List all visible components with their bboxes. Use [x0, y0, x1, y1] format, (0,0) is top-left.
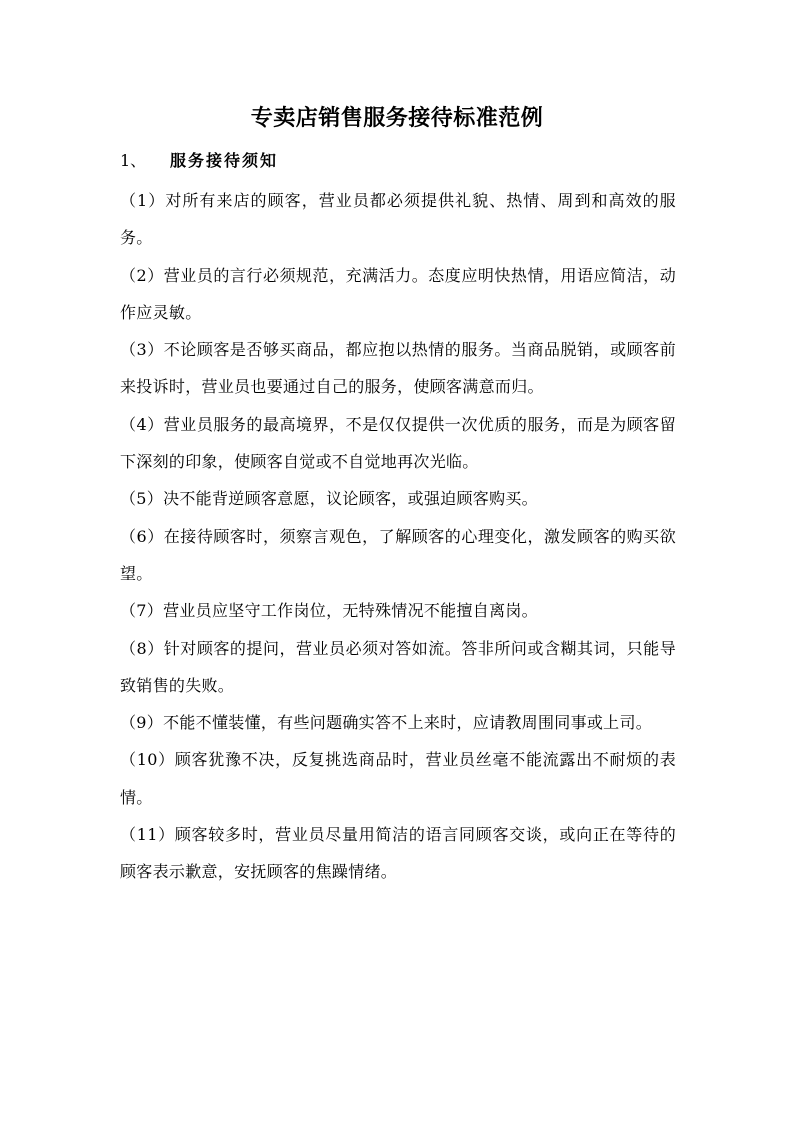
- paragraph-3: （3）不论顾客是否够买商品，都应抱以热情的服务。当商品脱销，或顾客前来投诉时，营业员也要通过自己的服务，使顾客满意而归。: [120, 340, 676, 397]
- section-heading: [120, 146, 278, 176]
- section-title: 服务接待须知: [170, 151, 279, 170]
- paragraph-8: （8）针对顾客的提问，营业员必须对答如流。答非所问或含糊其词，只能导致销售的失败。: [120, 638, 676, 695]
- paragraph-9: （9）不能不懂装懂，有些问题确实答不上来时，应请教周围同事或上司。: [120, 713, 653, 733]
- paragraph-6: （6）在接待顾客时，须察言观色，了解顾客的心理变化，激发顾客的购买欲望。: [120, 526, 676, 583]
- paragraph-2: （2）营业员的言行必须规范，充满活力。态度应明快热情，用语应简洁，动作应灵敏。: [120, 265, 676, 322]
- paragraph-11: （11）顾客较多时，营业员尽量用简洁的语言同顾客交谈，或向正在等待的顾客表示歉意，安抚顾客的焦躁情绪。: [120, 825, 676, 882]
- page-title: 专卖店销售服务接待标准范例: [250, 105, 544, 131]
- paragraph-10: （10）顾客犹豫不决，反复挑选商品时，营业员丝毫不能流露出不耐烦的表情。: [120, 750, 676, 807]
- section-number: 1、: [120, 151, 147, 170]
- paragraph-1: （1）对所有来店的顾客，营业员都必须提供礼貌、热情、周到和高效的服务。: [120, 191, 676, 248]
- paragraph-7: （7）营业员应坚守工作岗位，无特殊情况不能擅自离岗。: [120, 601, 538, 621]
- paragraph-4: （4）营业员服务的最高境界，不是仅仅提供一次优质的服务，而是为顾客留下深刻的印象，使顾客自觉或不自觉地再次光临。: [120, 414, 676, 472]
- paragraph-5: （5）决不能背逆顾客意愿，议论顾客，或强迫顾客购买。: [120, 489, 538, 509]
- body-text: [120, 182, 676, 891]
